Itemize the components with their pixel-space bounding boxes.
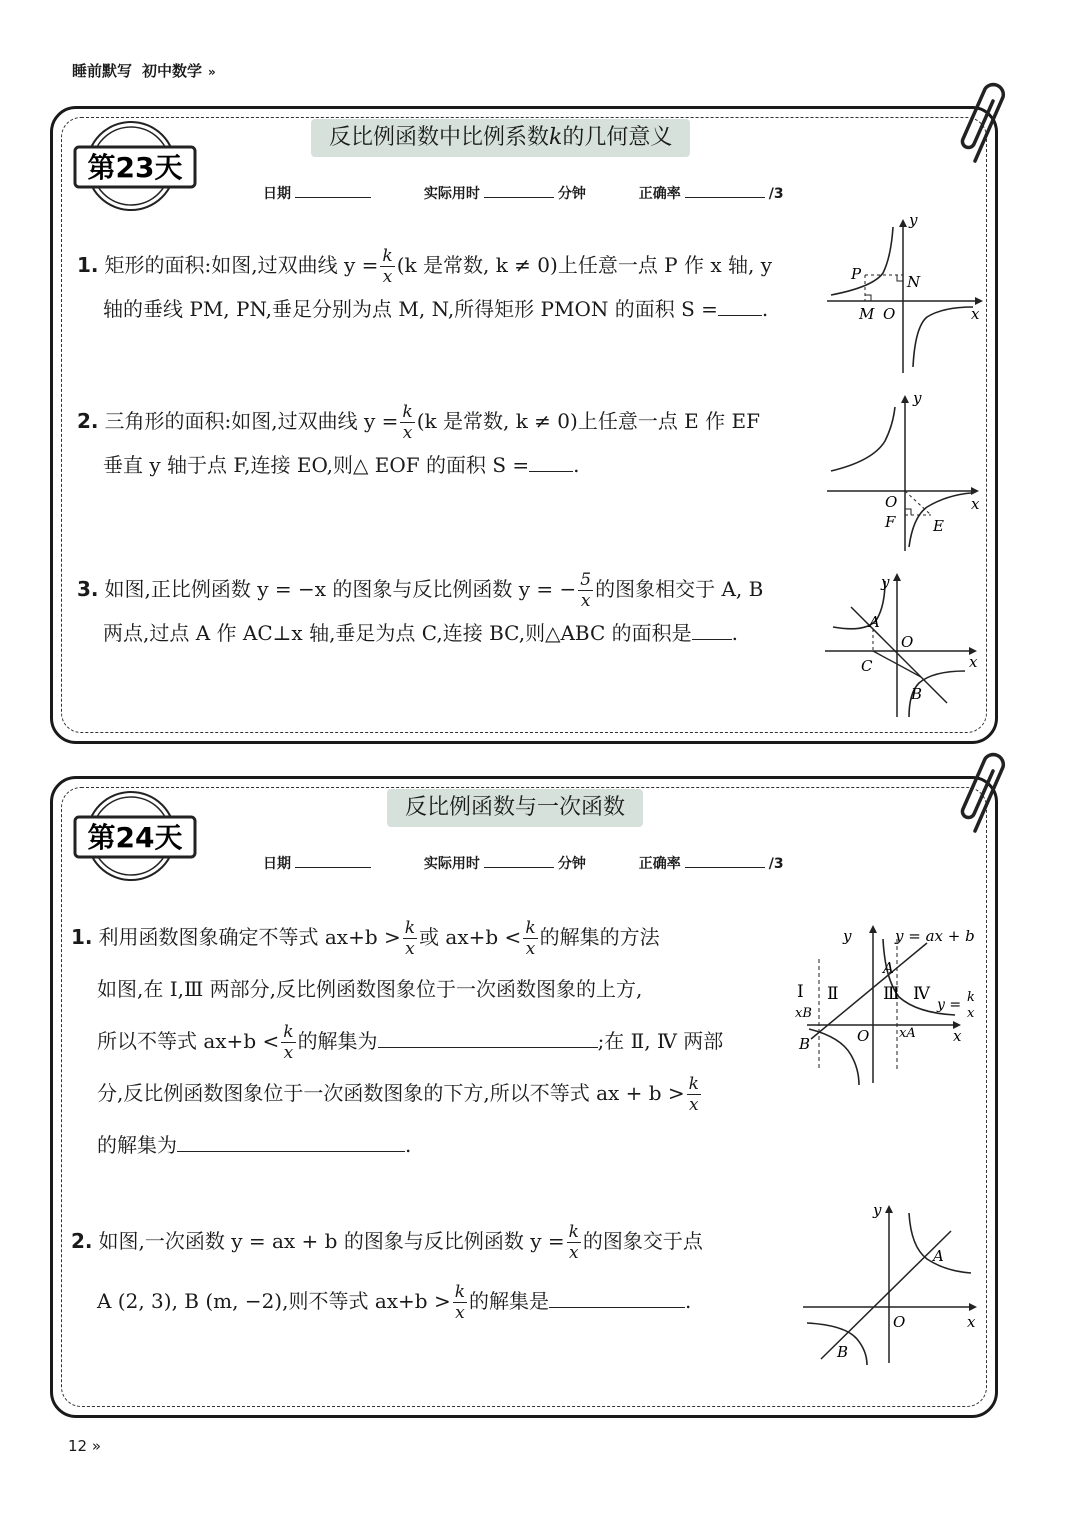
day24-info: 日期 实际用时 分钟 正确率 /3 [263,856,784,872]
figure-abc-area [823,571,983,721]
svg-text:y: y [881,573,890,591]
svg-text:第24天: 第24天 [87,821,183,854]
day-badge-23 [71,119,197,213]
svg-text:B: B [799,1035,811,1053]
svg-text:x: x [953,1027,962,1045]
answer-blank[interactable] [177,1133,405,1152]
figure-intersection [801,1199,991,1369]
svg-text:x: x [971,305,980,323]
time-field[interactable] [484,855,554,868]
svg-text:Ⅳ: Ⅳ [913,984,930,1004]
svg-text:C: C [861,657,873,675]
day24-title: 反比例函数与一次函数 [387,789,643,827]
svg-text:O: O [885,493,898,511]
svg-text:O: O [893,1313,906,1331]
svg-text:y: y [909,217,918,229]
day24-card [50,776,998,1418]
svg-text:O: O [883,305,896,323]
svg-text:B: B [837,1343,849,1361]
figure-triangle-area [823,391,983,551]
page-header [72,60,216,81]
question-23-3: 3. 如图,正比例函数 y = −x 的图象与反比例函数 y = − $\frac{5}{x}$ 的图象相交于 A, B 两点,过点 A 作 AC⊥x 轴,垂足为点 C,连接 BC,则△ABC 的面积是 . [77,570,764,645]
svg-text:x: x [967,1313,976,1331]
answer-blank[interactable] [529,453,573,472]
svg-text:第23天: 第23天 [87,151,183,184]
svg-text:x: x [969,653,978,671]
svg-text:y = ax + b: y = ax + b [895,927,975,945]
svg-text:Ⅱ: Ⅱ [827,984,839,1004]
svg-text:x: x [971,495,980,513]
figure-regions [787,919,987,1089]
page-number: 12 » [68,1437,102,1455]
svg-text:F: F [885,513,896,531]
svg-text:A: A [883,959,894,977]
svg-text:Ⅲ: Ⅲ [883,984,900,1004]
day23-title: 反比例函数中比例系数k的几何意义 [311,119,690,157]
figure-rectangle-area [823,217,983,377]
date-field[interactable] [295,185,371,198]
day23-card [50,106,998,744]
svg-text:y =: y = [937,997,962,1013]
svg-text:O: O [901,633,914,651]
header-arrow: » [208,65,216,79]
svg-text:y: y [873,1201,882,1219]
question-23-1: 1. 矩形的面积:如图,过双曲线 y = $\frac{k}{x}$ (k 是常数, k ≠ 0)上任意一点 P 作 x 轴, y 轴的垂线 PM, PN,垂足分别为点 M, N,所得矩形 PMON 的面积 S = . [77,246,772,321]
svg-text:x: x [967,1006,975,1021]
svg-text:B: B [911,685,923,703]
svg-text:M: M [859,305,875,323]
svg-text:y: y [843,927,852,945]
svg-text:y: y [913,391,922,407]
day-badge-24 [71,789,197,883]
accuracy-field[interactable] [685,855,765,868]
svg-text:A: A [933,1247,944,1265]
paperclip-icon [957,81,1017,171]
svg-text:P: P [851,265,862,283]
answer-blank[interactable] [692,621,732,640]
paperclip-icon [957,751,1017,841]
time-field[interactable] [484,185,554,198]
svg-text:E: E [933,517,944,535]
svg-text:N: N [907,273,921,291]
question-23-2: 2. 三角形的面积:如图,过双曲线 y = $\frac{k}{x}$ (k 是常数, k ≠ 0)上任意一点 E 作 EF 垂直 y 轴于点 F,连接 EO,则△ EOF 的面积 S = . [77,402,760,477]
svg-text:A: A [869,613,880,631]
question-24-2: 2. 如图,一次函数 y = ax + b 的图象与反比例函数 y = $\frac{k}{x}$ 的图象交于点 A (2, 3), B (m, −2),则不等式 ax+b > $\frac{k}{x}$ 的解集是 . [71,1222,703,1323]
accuracy-field[interactable] [685,185,765,198]
svg-text:xA: xA [899,1026,916,1041]
answer-blank[interactable] [549,1289,685,1308]
svg-text:k: k [967,990,975,1005]
subject-title: 初中数学 [142,62,203,80]
answer-blank[interactable] [718,297,762,316]
date-field[interactable] [295,855,371,868]
answer-blank[interactable] [378,1029,598,1048]
svg-text:O: O [857,1027,870,1045]
day23-info: 日期 实际用时 分钟 正确率 /3 [263,186,784,202]
svg-text:xB: xB [795,1006,812,1021]
svg-text:Ⅰ: Ⅰ [797,982,804,1002]
question-24-1: 1. 利用函数图象确定不等式 ax+b > $\frac{k}{x}$ 或 ax+b < $\frac{k}{x}$ 的解集的方法 如图,在 Ⅰ,Ⅲ 两部分,反比例函数图象位于一次函数图象的上方, 所以不等式 ax+b < $\frac{k}{x}$ 的解集为 ;在 Ⅱ, Ⅳ 两部 分,反比例函数图象位于一次函数图象的下方,所以不等式 ax + b > $\frac{k}{x}$ 的解集为 . [71,918,724,1157]
series-title: 睡前默写 [72,62,133,80]
